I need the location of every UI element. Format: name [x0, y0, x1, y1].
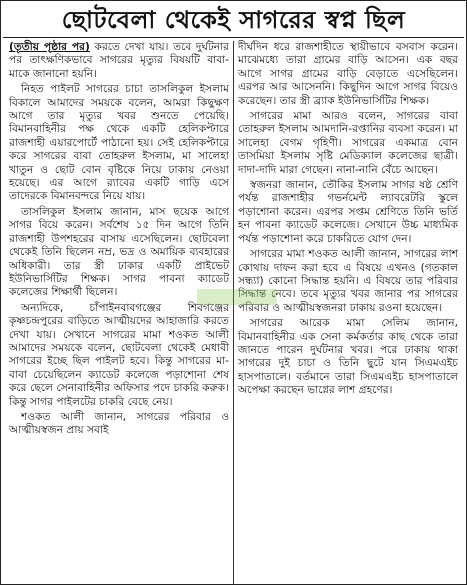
paragraph: তাসলিকুল ইসলাম জানান, মাস ছয়েক আগে সাগর বিয়ে করেন। সর্বশেষ ১৫ দিন আগে তিনি রাজশাহী উপশহরের বাসায় এসেছিলেন। ছোটবেলা থেকেই তিনি ছিলেন নম্র, ভদ্র ও অমায়িক ব্যবহারের অধিকারী। তার স্ত্রী ঢাকার একটি প্রাইভেট ইউনিভার্সিটির শিক্ষক। সাগর পাবনা ক্যাডেট কলেজের শিক্ষার্থী ছিলেন।: [9, 205, 229, 299]
continued-from-label: (তৃতীয় পৃষ্ঠার পর): [9, 41, 90, 53]
paragraph-text: করতে দেখা যায়। তবে দুর্ঘটনার পর তাৎক্ষণিকভাবে সাগরের মৃত্যুর বিষয়টি বাবা-মাকে জানানো হয়নি।: [9, 41, 229, 80]
left-column: [5, 39, 233, 584]
paragraph: অন্যদিকে, চাঁপাইনবাবগঞ্জের শিবগঞ্জের কৃষ্ণচন্দ্রপুরের বাড়িতে আত্মীয়দের আহাজারি করতে দেখা যায়। সেখানে সাগরের মামা শওকত আলী আমাদের সময়কে বলেন, ছোটবেলা থেকেই মেধাবী সাগরের ইচ্ছে ছিল পাইলট হবে। কিন্তু সাগরের মা-বাবা চেয়েছিলেন ক্যাডেট কলেজে পড়াশোনা শেষ করে ছেলে সেনাবাহিনীর অফিসার পদে চাকরি করুক। কিন্তু সাগর পাইলটের চাকরি বেছে নেয়।: [9, 301, 229, 408]
paragraph: স্বজনরা জানান, তৌকির ইসলাম সাগর ষষ্ঠ শ্রেণি পর্যন্ত রাজশাহীর গভর্নমেন্ট ল্যাবরেটরি স্কুলে পড়াশোনা করেন। এরপর সপ্তম শ্রেণিতে তিনি ভর্তি হন পাবনা ক্যাডেট কলেজে। সেখানে উচ্চ মাধ্যমিক পর্যন্ত পড়াশোনা করে চাকরিতে যোগ দেন।: [238, 179, 458, 245]
paragraph: সাগরের মামা আরও বলেন, সাগরের বাবা তোহরুল ইসলাম আমদানি-রপ্তানির ব্যবসা করেন। মা সালেহা বেগম গৃহিণী। সাগরের একমাত্র বোন তাসমিয়া ইসলাম সৃষ্টি মেডিক্যাল কলেজের ছাত্রী। দাদা-দাদি মারা গেছেন। নানা-নানি বেঁচে আছেন।: [238, 110, 458, 176]
headline: ছোটবেলা থেকেই সাগরের স্বপ্ন ছিল: [61, 6, 406, 34]
paragraph: সাগরের আরেক মামা সেলিম জানান, বিমানবাহিনীর এক সেনা কর্মকর্তার কাছ থেকে তারা জানতে পারেন দুর্ঘটনার খবর। পরে ঢাকায় থাকা সাগরের দুই চাচা ও তিনি ছুটে যান সিএমএইচ হাসপাতালে। বর্তমানে তারা সিএমএইচ হাসপাতালে অপেক্ষা করছেন ভাগ্নের লাশ গ্রহণের।: [238, 317, 458, 397]
right-column: [234, 39, 462, 584]
paragraph: নিহত পাইলট সাগরের চাচা তাসলিকুল ইসলাম বিকালে আমাদের সময়কে বলেন, আমরা কিছুক্ষণ আগে তার মৃত্যুর খবর শুনতে পেয়েছি। বিমানবাহিনীর পক্ষ থেকে একটি হেলিকপ্টারে রাজশাহী এয়ারপোর্টে পাঠানো হয়। সেই হেলিকপ্টারে করে সাগরের বাবা তোহরুল ইসলাম, মা সালেহা খাতুন ও ছোট বোন বৃষ্টিকে নিয়ে ঢাকায় নেওয়া হয়েছে। এর আগে র‍্যাবের একটি গাড়ি এসে তাদেরকে বিমানবন্দরে নিয়ে যায়।: [9, 83, 229, 203]
headline-box: [3, 3, 464, 38]
article-columns: [5, 39, 462, 584]
paragraph: সাগরের মামা শওকত আলী জানান, সাগরের লাশ কোথায় দাফন করা হবে এ বিষয়ে এখনও (গতকাল সন্ধ্যা) কোনো সিদ্ধান্ত হয়নি। এ বিষয়ে তার পরিবার সিদ্ধান্ত নেবে। তবে মৃত্যুর খবর জানার পর সাগরের পরিবার ও আত্মীয়স্বজনরা ঢাকায় রওনা হয়েছেন।: [238, 248, 458, 314]
paragraph: [9, 41, 229, 81]
paragraph: দীর্ঘদিন ধরে রাজশাহীতে স্থায়ীভাবে বসবাস করেন। মাঝেমধ্যে তারা গ্রামের বাড়ি আসেন। এক বছর আগে সাগর গ্রামের বাড়ি বেড়াতে এসেছিলেন। এরপর আর আসেননি। কিছুদিন আগে সাগর বিয়েও করেছেন। তার স্ত্রী ব্র্যাক ইউনিভার্সিটির শিক্ষক।: [238, 41, 458, 107]
paragraph: শওকত আলী জানান, সাগরের পরিবার ও আত্মীয়স্বজন প্রায় সবাই: [9, 410, 229, 437]
